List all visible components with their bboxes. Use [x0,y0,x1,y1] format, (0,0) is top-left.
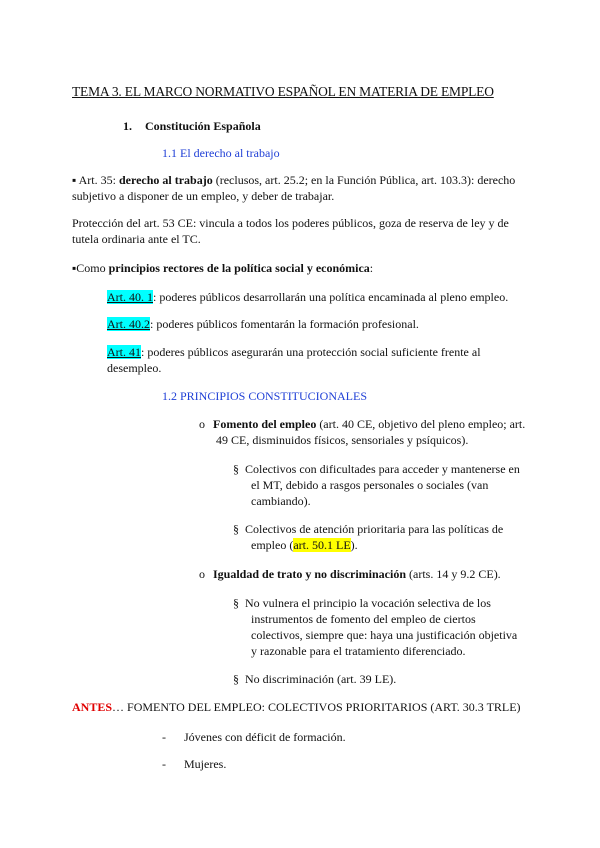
principios-prefix: Como [76,261,109,275]
antes-rest: … FOMENTO DEL EMPLEO: COLECTIVOS PRIORITARIOS (ART. 30.3 TRLE) [112,700,521,714]
circle-bullet-icon: o [199,567,205,581]
art35-line2: subjetivo a disponer de un empleo, y deber de trabajar. [72,189,335,203]
section-bullet-icon: § [233,462,239,476]
principios-line [72,260,373,276]
art35-prefix: Art. 35: [78,173,119,187]
list-item [162,729,346,745]
art35-rest: (reclusos, art. 25.2; en la Función Pública, art. 103.3): derecho [212,173,516,187]
list-item [162,756,226,772]
novulnera-text: No vulnera el principio la vocación selectiva de los [245,596,491,610]
art402-line [107,316,419,332]
section-bullet-icon: § [233,522,239,536]
section-bullet-icon: § [233,672,239,686]
art35-bold: derecho al trabajo [118,173,213,187]
novulnera-line4: y razonable para el tratamiento diferenciado. [251,644,466,658]
colectivos2-prefix: empleo ( [251,538,294,552]
fomento-line1 [199,416,525,432]
igualdad-bold: Igualdad de trato y no discriminación [213,567,407,581]
section-bullet-icon: § [233,596,239,610]
circle-bullet-icon: o [199,417,205,431]
art41-text: : poderes públicos asegurarán una protección social suficiente frente al [141,345,481,359]
igualdad-rest: (arts. 14 y 9.2 CE). [406,567,501,581]
dash-bullet-icon: - [162,757,166,771]
section-heading [123,118,261,134]
colectivos1-line2: el MT, debido a rasgos personales o sociales (van [251,478,489,492]
art41-line1 [107,344,481,360]
art35-line1 [72,172,515,188]
novulnera-line3: colectivos, siempre que: haya una justificación objetiva [251,628,518,642]
art41-line2: desempleo. [107,361,162,375]
art402-text: : poderes públicos fomentarán la formación profesional. [150,317,419,331]
colectivos2-text: Colectivos de atención prioritaria para las políticas de [245,522,504,536]
colectivos2-line2 [251,537,358,553]
nodiscrim-text: No discriminación (art. 39 LE). [245,672,397,686]
principios-suffix: : [369,261,374,275]
square-bullet-icon: ▪ [72,261,77,275]
art401-line [107,289,508,305]
art53-line2: tutela ordinaria ante el TC. [72,232,201,246]
subsection-heading-1: 1.1 El derecho al trabajo [162,146,280,160]
igualdad-line [199,566,501,582]
antes-label: ANTES [72,700,113,714]
colectivos1-line1 [233,461,520,477]
dash-bullet-icon: - [162,730,166,744]
fomento-rest: (art. 40 CE, objetivo del pleno empleo; art. [316,417,526,431]
subsection-heading-2: 1.2 PRINCIPIOS CONSTITUCIONALES [162,389,368,403]
art41-link[interactable]: Art. 41 [107,345,141,359]
nodiscrim-line [233,671,396,687]
colectivos2-line1 [233,521,503,537]
colectivos1-line3: cambiando). [251,494,311,508]
colectivos2-suffix: ). [350,538,358,552]
fomento-line2: 49 CE, disminuidos físicos, sensoriales y psíquicos). [216,433,469,447]
fomento-bold: Fomento del empleo [213,417,317,431]
colectivos1-text: Colectivos con dificultades para acceder y mantenerse en [245,462,520,476]
document-title: TEMA 3. EL MARCO NORMATIVO ESPAÑOL EN MATERIA DE EMPLEO [72,84,494,99]
novulnera-line1 [233,595,491,611]
list-item-text: Jóvenes con déficit de formación. [184,730,346,744]
antes-line [72,699,521,715]
novulnera-line2: instrumentos de fomento del empleo de ciertos [251,612,476,626]
principios-bold: principios rectores de la política social y económica [108,261,370,275]
art501-highlight: art. 50.1 LE [293,538,351,552]
art401-link[interactable]: Art. 40. 1 [107,290,153,304]
square-bullet-icon: ▪ [72,173,77,187]
list-item-text: Mujeres. [184,757,227,771]
art401-text: : poderes públicos desarrollarán una política encaminada al pleno empleo. [153,290,509,304]
section-number: 1. [123,119,132,133]
section-label: Constitución Española [145,119,261,133]
art402-link[interactable]: Art. 40.2 [107,317,150,331]
art53-line1: Protección del art. 53 CE: vincula a todos los poderes públicos, goza de reserva de ley y de [72,216,509,230]
